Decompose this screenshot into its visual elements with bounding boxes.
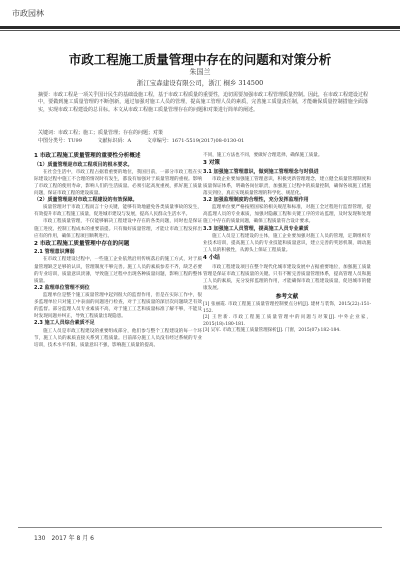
subsection-heading: （2）质量管理是对市政工程建设的有效保障。 [34,197,138,204]
section-heading: 4 小结 [203,255,221,262]
subsection-heading: 3.2 加强监理制度的合理性，充分发挥监理作用 [203,197,309,204]
article-author: 朱国兰 [189,68,211,76]
paragraph: 市政企业要加强施工管理意识，积极更新管理理念，建立健全质量管理制度和质量保证体系，明确各岗位职责，加强施工过程中的质量控制，确保各项施工措施落实到位，真正实现质量管理的科学化、规范化。 [203,176,371,196]
class-number: 中图分类号：TU99 [38,138,82,144]
paragraph: 不同，施工方法也不同，要做好合理选择，确保施工质量。 [203,153,323,158]
paragraph: 监理单位是整个施工质量管理中起到很大的监督作用，但是在实际工作中，很多监理单位只对施工中表面的问题进行检查，对于工程质量的深层次问题缺乏有效的监督。部分监理人员专业素质不高，对于施工工艺和质量标准了解不够，不能及时发现问题并纠正，导致工程质量出现隐患。 [34,293,202,320]
paragraph: 在社会生活中，市政工程占据着重要的地位，我国目前，一部分市政工程在实际建设过程中施工不合理的情况时有发生，都没有加强对于质量管理的重视。影响了市政工程的使用寿命，影响人们的生活质量。必须引起高度重视，抓好施工质量问题，保证市政工程的建设质量。 [34,169,202,196]
subsection-heading: 2.2 监理单位管理不到位 [34,284,90,291]
header-rule-thin [0,30,400,31]
paragraph: 质量管理对于市政工程而言十分关键，能够有效地避免各类质量事故的发生，有效提升市政工程施工质量，促进城市建设与发展，提高人民群众生活水平。 [34,205,202,218]
section-label: 市政园林 [12,9,44,18]
subsection-heading: 3.1 加强施工管理意识，做到施工管理理念与时俱进 [203,168,319,175]
page-header [0,0,400,30]
subsection-heading: （1）质量管理是市政工程项目的根本要求。 [34,161,133,168]
references-heading: 参考文献 [275,293,299,300]
paragraph: 市政工程质量管理，不仅能够解决工程建设中存在的各类问题，同时也是保证施工进度、控制工程成本的重要前提。只有做好质量管理，才能让市政工程发挥出应有的作用，确保工程项目顺利进行。 [34,219,202,239]
paragraph: 监理单位要严格按照国家的相关规范和标准，对施工全过程进行监督管理，提高监理人员的专业素质，加强对隐蔽工程和关键工序的旁站监理，及时发现和处理施工中存在的质量问题，确保工程质量符合设计要求。 [203,205,371,225]
subsection-heading: 3.3 加强施工人员管理，提高施工人员专业素质 [203,225,309,232]
section-heading: 1 市政工程施工质量管理的重要性分析概述 [34,153,141,159]
classification-line [38,137,368,144]
article-title: 市政工程施工质量管理中存在的问题和对策分析 [68,52,332,67]
left-column [34,152,202,349]
page-footer: 130 2017 年 8 月 6 [34,535,94,542]
right-column [203,152,371,335]
subsection-heading: 2.1 管理意识薄弱 [34,249,75,256]
section-heading: 2 市政工程施工质量管理中存在的问题 [34,240,130,247]
reference-item: [3] 吴军. 市政工程施工质量管理探析[J]. 门窗，2015(07):182-184. [203,328,341,334]
subsection-heading: 2.3 施工人员综合素质不足 [34,320,95,327]
article-affiliation: 浙江宝森建设有限公司，浙江 桐乡 314500 [136,79,264,87]
paragraph: 在市政工程建设过程中，一些施工企业依然沿用传统落后的施工方式，对于质量管理缺乏足够的认识，管理制度不够完善。施工人员的素质参差不齐，缺乏必要的专业培训，质量意识淡薄，导致施工过程中出现各种质量问题，影响工程的整体质量。 [34,257,202,284]
article-id: 文章编号：1671-5519(2017)08-0130-01 [146,138,245,144]
paragraph: 施工人员是市政工程建设的重要组成部分，他们参与整个工程建设的每一个环节，施工人员的素质直接关系到工程质量。目前部分施工人员没有经过系统的专业培训，技术水平有限，质量意识不强，影响施工质量的提高。 [34,328,202,348]
footer-rule [18,527,382,528]
abstract: 摘要：市政工程是一项关乎国计民生的基础设施工程，基于市政工程质量的重要性，迫切需要加强市政工程管理质量控制。因此，在市政工程建设过程中，要做到施工质量管理的不断创新，通过加强对施工人员的管理，提高施工管理人员的素质，完善施工质量责任制，才能确保质量控制措施全面落实，实现市政工程建设的总目标。本文从市政工程施工质量管理存在的问题和对策进行简单的阐述。 [38,92,369,113]
reference-item: [1] 张丽霞. 市政工程施工质量管理控制要点分析[J]. 建材与装饰，2015(22):151-152. [203,302,371,314]
keywords: 关键词：市政工程；施工；质量管理；存在的问题；对策 [38,130,164,136]
doc-code: 文献标识码：A [97,138,132,144]
header-rule [0,26,400,29]
reference-item: [2] 王世新. 市政工程施工质量管理中的问题与对策[J]. 中外企业家，2015(18):180-181. [203,315,371,327]
paragraph: 市政工程建设项目在整个现代化城市建设发展中占据重要地位，加强施工质量管理是保证市政工程质量的关键。只有不断完善质量管理体系，提高管理人员和施工人员的素质，充分发挥监理的作用，才能确保市政工程建设质量，促进城市的健康发展。 [203,264,371,291]
section-heading: 3 对策 [203,160,221,167]
paragraph: 施工人员是工程建设的主体，施工企业要加强对施工人员的管理，定期组织专业技术培训，提高施工人员的专业技能和质量意识，建立完善的奖惩机制，调动施工人员的积极性，从源头上保证工程质量。 [203,233,371,253]
